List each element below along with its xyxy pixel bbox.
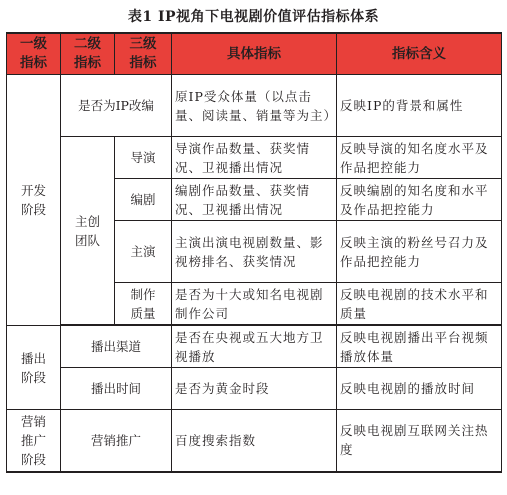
cell-actor-specific: 主演出演电视剧数量、影视榜排名、获奖情况	[172, 221, 337, 283]
header-meaning: 指标含义	[337, 33, 502, 75]
table-title: 表1 IP视角下电视剧价值评估指标体系	[127, 9, 380, 25]
cell-director: 导演	[115, 137, 172, 179]
cell-time-specific: 是否为黄金时段	[172, 368, 337, 410]
cell-ip-adapt: 是否为IP改编	[61, 75, 172, 137]
header-specific: 具体指标	[172, 33, 337, 75]
cell-time-meaning: 反映电视剧的播放时间	[337, 368, 502, 410]
cell-director-specific: 导演作品数量、获奖情况、卫视播出情况	[172, 137, 337, 179]
cell-creative-team: 主创 团队	[61, 137, 115, 325]
cell-marketing-specific: 百度搜索指数	[172, 410, 337, 472]
table-row	[7, 410, 502, 472]
cell-marketing: 营销推广	[61, 410, 172, 472]
cell-production-meaning: 反映电视剧的技术水平和质量	[337, 283, 502, 325]
cell-writer: 编剧	[115, 179, 172, 221]
table-row	[7, 137, 502, 179]
cell-writer-meaning: 反映编剧的知名度和水平及作品把控能力	[337, 179, 502, 221]
cell-channel-specific: 是否在央视或五大地方卫视播放	[172, 326, 337, 368]
header-level2: 二级 指标	[61, 33, 115, 75]
cell-production-specific: 是否为十大或知名电视剧制作公司	[172, 283, 337, 325]
cell-ip-specific: 原IP受众体量（以点击量、阅读量、销量等为主）	[172, 75, 337, 137]
cell-ip-meaning: 反映IP的背景和属性	[337, 75, 502, 137]
header-level1: 一级 指标	[7, 33, 61, 75]
header-row	[7, 33, 502, 75]
cell-dev-stage: 开发 阶段	[7, 75, 61, 326]
cell-channel: 播出渠道	[61, 326, 172, 368]
cell-marketing-stage: 营销 推广 阶段	[7, 410, 61, 472]
cell-actor: 主演	[115, 221, 172, 283]
indicator-table	[6, 32, 502, 473]
cell-production: 制作 质量	[115, 283, 172, 325]
cell-marketing-meaning: 反映电视剧互联网关注热度	[337, 410, 502, 472]
table-row	[7, 326, 502, 368]
cell-director-meaning: 反映导演的知名度水平及作品把控能力	[337, 137, 502, 179]
cell-channel-meaning: 反映电视剧播出平台视频播放体量	[337, 326, 502, 368]
header-level3: 三级 指标	[115, 33, 172, 75]
cell-writer-specific: 编剧作品数量、获奖情况、卫视播出情况	[172, 179, 337, 221]
cell-time: 播出时间	[61, 368, 172, 410]
table-row	[7, 75, 502, 137]
cell-broadcast-stage: 播出 阶段	[7, 326, 61, 410]
cell-actor-meaning: 反映主演的粉丝号召力及作品把控能力	[337, 221, 502, 283]
table-row	[7, 368, 502, 410]
